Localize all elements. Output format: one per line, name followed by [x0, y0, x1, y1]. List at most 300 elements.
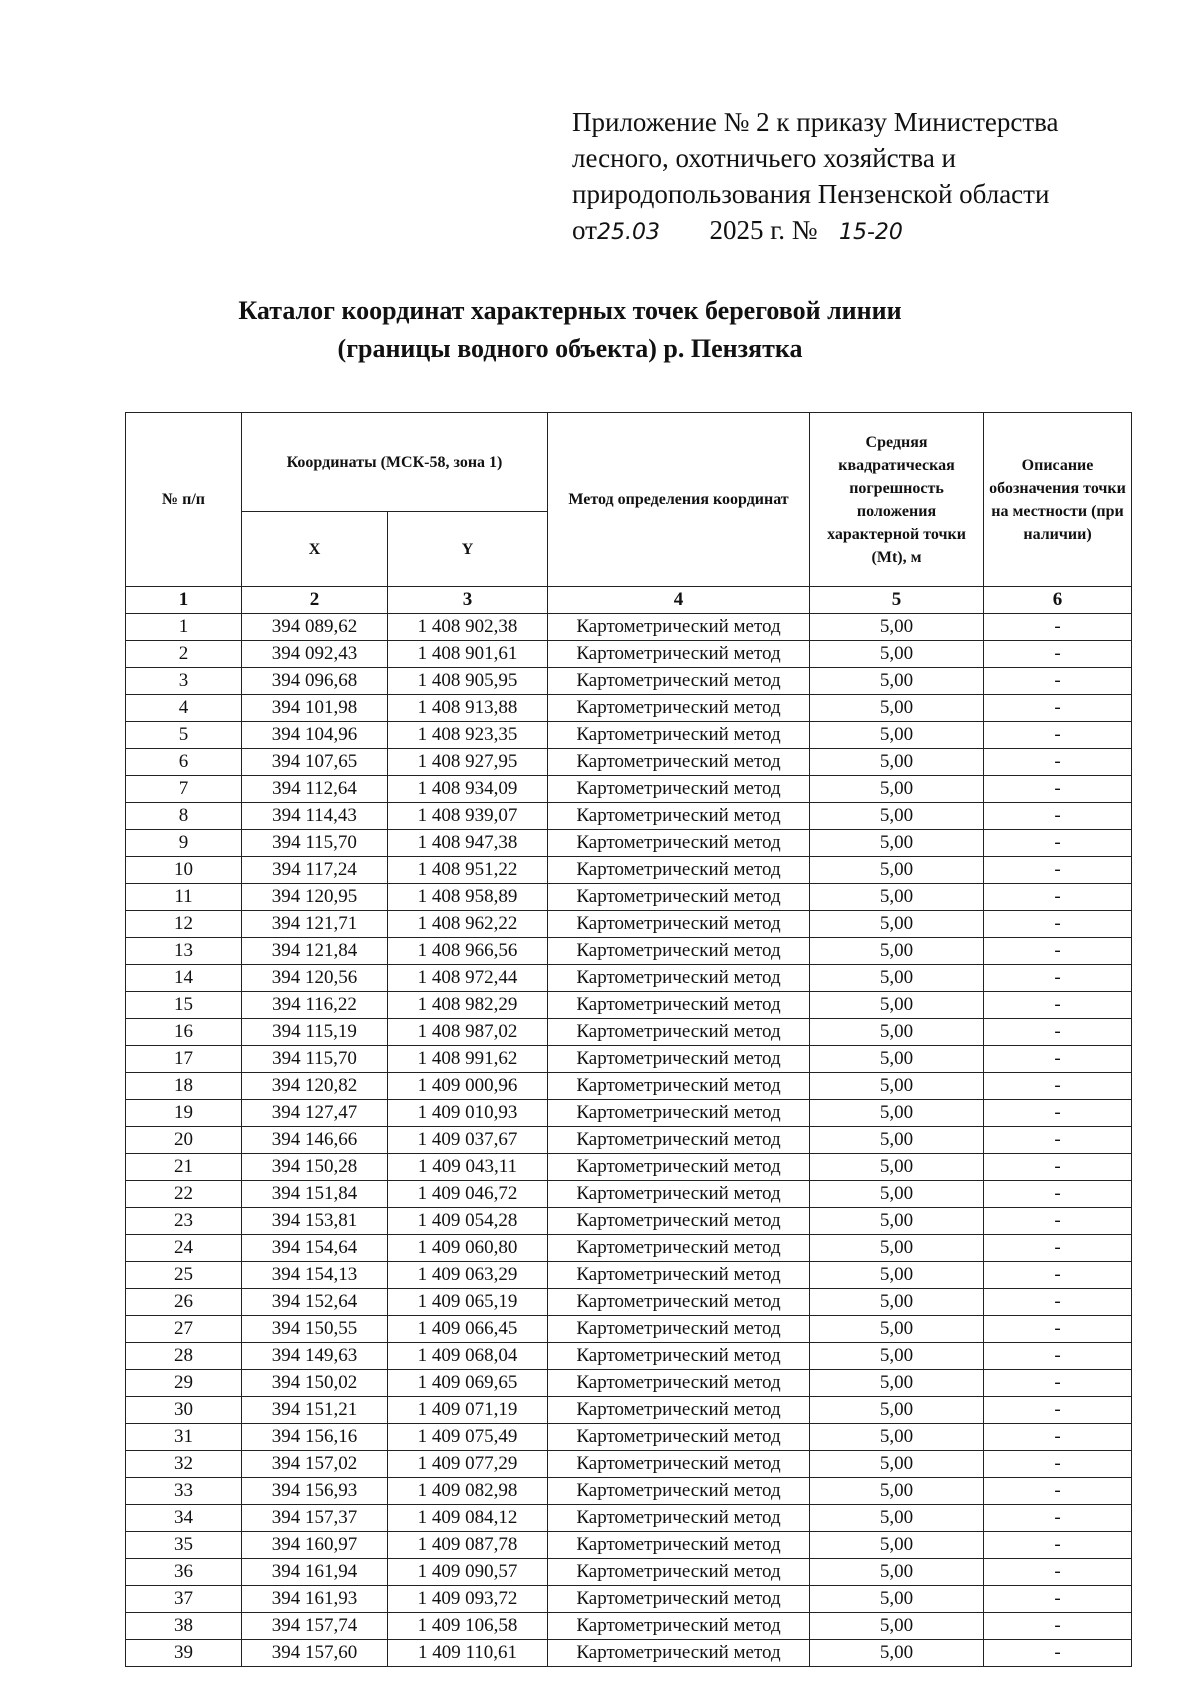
cell-x: 394 152,64	[242, 1289, 388, 1316]
cell-y: 1 409 037,67	[388, 1127, 548, 1154]
cell-error: 5,00	[810, 1559, 984, 1586]
cell-description: -	[984, 1262, 1132, 1289]
cell-description: -	[984, 1181, 1132, 1208]
cell-y: 1 409 106,58	[388, 1613, 548, 1640]
cell-y: 1 408 982,29	[388, 992, 548, 1019]
table-row	[126, 1424, 1132, 1451]
cell-description: -	[984, 1397, 1132, 1424]
cell-error: 5,00	[810, 1181, 984, 1208]
cell-error: 5,00	[810, 1505, 984, 1532]
cell-num: 21	[126, 1154, 242, 1181]
table-row	[126, 1127, 1132, 1154]
cell-x: 394 104,96	[242, 722, 388, 749]
table-row	[126, 965, 1132, 992]
document-title	[150, 292, 990, 368]
cell-y: 1 409 068,04	[388, 1343, 548, 1370]
cell-error: 5,00	[810, 965, 984, 992]
cell-x: 394 150,28	[242, 1154, 388, 1181]
cell-error: 5,00	[810, 803, 984, 830]
cell-y: 1 409 063,29	[388, 1262, 548, 1289]
cell-num: 2	[126, 641, 242, 668]
table-row	[126, 992, 1132, 1019]
cell-y: 1 409 082,98	[388, 1478, 548, 1505]
table-row	[126, 884, 1132, 911]
cell-y: 1 408 962,22	[388, 911, 548, 938]
cell-y: 1 409 075,49	[388, 1424, 548, 1451]
table-row	[126, 1154, 1132, 1181]
cell-method: Картометрический метод	[548, 803, 810, 830]
table-body	[126, 614, 1132, 1667]
cell-description: -	[984, 1451, 1132, 1478]
header-coordinates: Координаты (МСК-58, зона 1)	[242, 413, 548, 512]
cell-num: 36	[126, 1559, 242, 1586]
cell-x: 394 157,74	[242, 1613, 388, 1640]
cell-num: 15	[126, 992, 242, 1019]
year-number-label: 2025 г. №	[709, 215, 818, 245]
cell-x: 394 120,82	[242, 1073, 388, 1100]
cell-num: 4	[126, 695, 242, 722]
cell-x: 394 107,65	[242, 749, 388, 776]
cell-description: -	[984, 641, 1132, 668]
appendix-header	[572, 104, 1172, 251]
cell-error: 5,00	[810, 614, 984, 641]
cell-error: 5,00	[810, 1613, 984, 1640]
cell-method: Картометрический метод	[548, 614, 810, 641]
cell-y: 1 409 000,96	[388, 1073, 548, 1100]
cell-x: 394 157,02	[242, 1451, 388, 1478]
cell-x: 394 092,43	[242, 641, 388, 668]
cell-description: -	[984, 1127, 1132, 1154]
cell-description: -	[984, 1586, 1132, 1613]
cell-y: 1 408 987,02	[388, 1019, 548, 1046]
cell-x: 394 120,56	[242, 965, 388, 992]
cell-y: 1 409 093,72	[388, 1586, 548, 1613]
table-row	[126, 722, 1132, 749]
cell-error: 5,00	[810, 1262, 984, 1289]
cell-num: 35	[126, 1532, 242, 1559]
cell-x: 394 096,68	[242, 668, 388, 695]
cell-description: -	[984, 911, 1132, 938]
cell-num: 23	[126, 1208, 242, 1235]
cell-y: 1 408 905,95	[388, 668, 548, 695]
cell-method: Картометрический метод	[548, 1451, 810, 1478]
cell-description: -	[984, 1046, 1132, 1073]
cell-y: 1 408 923,35	[388, 722, 548, 749]
cell-description: -	[984, 965, 1132, 992]
cell-y: 1 409 087,78	[388, 1532, 548, 1559]
cell-num: 18	[126, 1073, 242, 1100]
cell-x: 394 116,22	[242, 992, 388, 1019]
cell-y: 1 409 071,19	[388, 1397, 548, 1424]
cell-x: 394 161,93	[242, 1586, 388, 1613]
column-numbers-row	[126, 587, 1132, 614]
table-row	[126, 1478, 1132, 1505]
cell-num: 20	[126, 1127, 242, 1154]
cell-x: 394 149,63	[242, 1343, 388, 1370]
from-label: от	[572, 215, 597, 245]
cell-method: Картометрический метод	[548, 938, 810, 965]
cell-x: 394 150,02	[242, 1370, 388, 1397]
cell-description: -	[984, 614, 1132, 641]
cell-error: 5,00	[810, 992, 984, 1019]
cell-description: -	[984, 1424, 1132, 1451]
cell-description: -	[984, 1505, 1132, 1532]
cell-method: Картометрический метод	[548, 749, 810, 776]
cell-method: Картометрический метод	[548, 1208, 810, 1235]
cell-x: 394 146,66	[242, 1127, 388, 1154]
cell-x: 394 153,81	[242, 1208, 388, 1235]
table-row	[126, 803, 1132, 830]
cell-method: Картометрический метод	[548, 1046, 810, 1073]
cell-x: 394 115,70	[242, 830, 388, 857]
cell-num: 22	[126, 1181, 242, 1208]
cell-x: 394 115,70	[242, 1046, 388, 1073]
cell-x: 394 120,95	[242, 884, 388, 911]
cell-method: Картометрический метод	[548, 830, 810, 857]
cell-method: Картометрический метод	[548, 1586, 810, 1613]
cell-error: 5,00	[810, 884, 984, 911]
cell-y: 1 409 110,61	[388, 1640, 548, 1667]
cell-method: Картометрический метод	[548, 641, 810, 668]
cell-y: 1 408 901,61	[388, 641, 548, 668]
cell-description: -	[984, 1208, 1132, 1235]
cell-error: 5,00	[810, 1586, 984, 1613]
cell-num: 38	[126, 1613, 242, 1640]
cell-num: 14	[126, 965, 242, 992]
table-row	[126, 1235, 1132, 1262]
cell-description: -	[984, 695, 1132, 722]
cell-x: 394 112,64	[242, 776, 388, 803]
cell-x: 394 150,55	[242, 1316, 388, 1343]
cell-method: Картометрический метод	[548, 884, 810, 911]
table-row	[126, 1208, 1132, 1235]
cell-description: -	[984, 938, 1132, 965]
cell-num: 30	[126, 1397, 242, 1424]
cell-y: 1 408 991,62	[388, 1046, 548, 1073]
cell-description: -	[984, 1019, 1132, 1046]
cell-num: 9	[126, 830, 242, 857]
column-number: 5	[810, 587, 984, 614]
cell-num: 24	[126, 1235, 242, 1262]
cell-y: 1 408 966,56	[388, 938, 548, 965]
cell-x: 394 154,13	[242, 1262, 388, 1289]
cell-x: 394 089,62	[242, 614, 388, 641]
cell-num: 17	[126, 1046, 242, 1073]
column-number: 3	[388, 587, 548, 614]
cell-num: 13	[126, 938, 242, 965]
cell-description: -	[984, 1370, 1132, 1397]
cell-method: Картометрический метод	[548, 965, 810, 992]
table-row	[126, 1532, 1132, 1559]
cell-description: -	[984, 1343, 1132, 1370]
cell-method: Картометрический метод	[548, 1478, 810, 1505]
cell-error: 5,00	[810, 1532, 984, 1559]
title-line-2: (границы водного объекта) р. Пензятка	[337, 334, 803, 363]
cell-num: 29	[126, 1370, 242, 1397]
cell-method: Картометрический метод	[548, 911, 810, 938]
table-row	[126, 1370, 1132, 1397]
table-row	[126, 1316, 1132, 1343]
cell-y: 1 408 958,89	[388, 884, 548, 911]
table-row	[126, 1343, 1132, 1370]
coordinates-table	[125, 412, 1132, 1667]
appendix-line-4	[572, 212, 1172, 251]
cell-error: 5,00	[810, 938, 984, 965]
cell-error: 5,00	[810, 1154, 984, 1181]
cell-error: 5,00	[810, 1289, 984, 1316]
table-row	[126, 614, 1132, 641]
table-row	[126, 1046, 1132, 1073]
cell-x: 394 156,16	[242, 1424, 388, 1451]
cell-y: 1 409 054,28	[388, 1208, 548, 1235]
cell-num: 27	[126, 1316, 242, 1343]
cell-description: -	[984, 1316, 1132, 1343]
header-num: № п/п	[126, 413, 242, 587]
table-row	[126, 1100, 1132, 1127]
cell-error: 5,00	[810, 1451, 984, 1478]
cell-y: 1 409 060,80	[388, 1235, 548, 1262]
cell-error: 5,00	[810, 749, 984, 776]
appendix-line-2: лесного, охотничьего хозяйства и	[572, 143, 956, 173]
cell-description: -	[984, 992, 1132, 1019]
cell-error: 5,00	[810, 722, 984, 749]
cell-num: 5	[126, 722, 242, 749]
cell-error: 5,00	[810, 1127, 984, 1154]
cell-y: 1 408 913,88	[388, 695, 548, 722]
cell-description: -	[984, 1559, 1132, 1586]
cell-method: Картометрический метод	[548, 1262, 810, 1289]
cell-error: 5,00	[810, 1073, 984, 1100]
cell-error: 5,00	[810, 1640, 984, 1667]
cell-num: 1	[126, 614, 242, 641]
table-row	[126, 1073, 1132, 1100]
cell-error: 5,00	[810, 1208, 984, 1235]
cell-error: 5,00	[810, 1343, 984, 1370]
cell-description: -	[984, 1478, 1132, 1505]
cell-num: 6	[126, 749, 242, 776]
column-number: 2	[242, 587, 388, 614]
cell-error: 5,00	[810, 776, 984, 803]
cell-error: 5,00	[810, 857, 984, 884]
table-row	[126, 1559, 1132, 1586]
cell-num: 8	[126, 803, 242, 830]
cell-error: 5,00	[810, 641, 984, 668]
cell-description: -	[984, 830, 1132, 857]
cell-y: 1 408 927,95	[388, 749, 548, 776]
cell-num: 33	[126, 1478, 242, 1505]
table-row	[126, 1289, 1132, 1316]
cell-method: Картометрический метод	[548, 1316, 810, 1343]
cell-x: 394 127,47	[242, 1100, 388, 1127]
cell-num: 26	[126, 1289, 242, 1316]
header-x: X	[242, 512, 388, 587]
table-row	[126, 749, 1132, 776]
cell-description: -	[984, 1613, 1132, 1640]
cell-method: Картометрический метод	[548, 722, 810, 749]
handwritten-date: 25.03	[596, 220, 660, 245]
cell-x: 394 101,98	[242, 695, 388, 722]
cell-num: 3	[126, 668, 242, 695]
cell-num: 32	[126, 1451, 242, 1478]
cell-method: Картометрический метод	[548, 1559, 810, 1586]
table-row	[126, 1451, 1132, 1478]
cell-description: -	[984, 722, 1132, 749]
cell-error: 5,00	[810, 1424, 984, 1451]
cell-method: Картометрический метод	[548, 992, 810, 1019]
cell-error: 5,00	[810, 1316, 984, 1343]
cell-y: 1 409 069,65	[388, 1370, 548, 1397]
cell-num: 34	[126, 1505, 242, 1532]
cell-method: Картометрический метод	[548, 1613, 810, 1640]
table-row	[126, 1586, 1132, 1613]
table-row	[126, 911, 1132, 938]
cell-method: Картометрический метод	[548, 695, 810, 722]
cell-description: -	[984, 1640, 1132, 1667]
cell-x: 394 115,19	[242, 1019, 388, 1046]
table-row	[126, 1397, 1132, 1424]
table-row	[126, 938, 1132, 965]
header-error: Средняя квадратическая погрешность положения характерной точки (Mt), м	[810, 413, 984, 587]
cell-description: -	[984, 803, 1132, 830]
cell-y: 1 409 084,12	[388, 1505, 548, 1532]
header-description: Описание обозначения точки на местности (при наличии)	[984, 413, 1132, 587]
table-row	[126, 1181, 1132, 1208]
cell-method: Картометрический метод	[548, 1532, 810, 1559]
cell-num: 7	[126, 776, 242, 803]
table-row	[126, 1505, 1132, 1532]
cell-x: 394 121,84	[242, 938, 388, 965]
cell-num: 12	[126, 911, 242, 938]
cell-num: 28	[126, 1343, 242, 1370]
cell-x: 394 114,43	[242, 803, 388, 830]
cell-y: 1 408 902,38	[388, 614, 548, 641]
cell-num: 19	[126, 1100, 242, 1127]
cell-x: 394 151,21	[242, 1397, 388, 1424]
cell-error: 5,00	[810, 668, 984, 695]
cell-description: -	[984, 749, 1132, 776]
handwritten-order-number: 15-20	[838, 220, 903, 245]
cell-y: 1 409 065,19	[388, 1289, 548, 1316]
cell-method: Картометрический метод	[548, 1397, 810, 1424]
cell-method: Картометрический метод	[548, 1100, 810, 1127]
cell-x: 394 117,24	[242, 857, 388, 884]
cell-x: 394 157,60	[242, 1640, 388, 1667]
cell-num: 16	[126, 1019, 242, 1046]
cell-method: Картометрический метод	[548, 668, 810, 695]
cell-method: Картометрический метод	[548, 1505, 810, 1532]
cell-y: 1 409 010,93	[388, 1100, 548, 1127]
cell-x: 394 151,84	[242, 1181, 388, 1208]
cell-method: Картометрический метод	[548, 1127, 810, 1154]
cell-description: -	[984, 1532, 1132, 1559]
cell-description: -	[984, 1073, 1132, 1100]
cell-y: 1 409 046,72	[388, 1181, 548, 1208]
header-method: Метод определения координат	[548, 413, 810, 587]
cell-description: -	[984, 776, 1132, 803]
cell-num: 31	[126, 1424, 242, 1451]
cell-x: 394 154,64	[242, 1235, 388, 1262]
cell-num: 10	[126, 857, 242, 884]
cell-description: -	[984, 1235, 1132, 1262]
column-number: 4	[548, 587, 810, 614]
cell-description: -	[984, 884, 1132, 911]
cell-x: 394 157,37	[242, 1505, 388, 1532]
table-row	[126, 776, 1132, 803]
cell-description: -	[984, 1289, 1132, 1316]
cell-method: Картометрический метод	[548, 1424, 810, 1451]
cell-y: 1 408 934,09	[388, 776, 548, 803]
cell-error: 5,00	[810, 1478, 984, 1505]
cell-num: 11	[126, 884, 242, 911]
appendix-line-1: Приложение № 2 к приказу Министерства	[572, 107, 1059, 137]
cell-error: 5,00	[810, 1397, 984, 1424]
table-row	[126, 1019, 1132, 1046]
column-number: 6	[984, 587, 1132, 614]
cell-method: Картометрический метод	[548, 1343, 810, 1370]
table-row	[126, 1613, 1132, 1640]
cell-method: Картометрический метод	[548, 1370, 810, 1397]
cell-description: -	[984, 1154, 1132, 1181]
table-row	[126, 1262, 1132, 1289]
table-row	[126, 1640, 1132, 1667]
cell-method: Картометрический метод	[548, 1073, 810, 1100]
cell-error: 5,00	[810, 1100, 984, 1127]
cell-y: 1 408 947,38	[388, 830, 548, 857]
cell-y: 1 409 077,29	[388, 1451, 548, 1478]
header-y: Y	[388, 512, 548, 587]
cell-error: 5,00	[810, 1370, 984, 1397]
cell-y: 1 409 043,11	[388, 1154, 548, 1181]
cell-y: 1 408 951,22	[388, 857, 548, 884]
cell-error: 5,00	[810, 1235, 984, 1262]
cell-error: 5,00	[810, 1019, 984, 1046]
cell-method: Картометрический метод	[548, 776, 810, 803]
cell-method: Картометрический метод	[548, 1640, 810, 1667]
cell-method: Картометрический метод	[548, 1154, 810, 1181]
cell-x: 394 161,94	[242, 1559, 388, 1586]
cell-method: Картометрический метод	[548, 1019, 810, 1046]
cell-x: 394 160,97	[242, 1532, 388, 1559]
cell-method: Картометрический метод	[548, 857, 810, 884]
cell-method: Картометрический метод	[548, 1235, 810, 1262]
appendix-line-3: природопользования Пензенской области	[572, 179, 1050, 209]
cell-error: 5,00	[810, 695, 984, 722]
cell-num: 37	[126, 1586, 242, 1613]
table-row	[126, 830, 1132, 857]
cell-method: Картометрический метод	[548, 1181, 810, 1208]
table-row	[126, 695, 1132, 722]
cell-error: 5,00	[810, 911, 984, 938]
cell-y: 1 409 090,57	[388, 1559, 548, 1586]
cell-error: 5,00	[810, 1046, 984, 1073]
cell-description: -	[984, 668, 1132, 695]
cell-x: 394 156,93	[242, 1478, 388, 1505]
cell-x: 394 121,71	[242, 911, 388, 938]
cell-y: 1 409 066,45	[388, 1316, 548, 1343]
cell-num: 25	[126, 1262, 242, 1289]
column-number: 1	[126, 587, 242, 614]
cell-y: 1 408 939,07	[388, 803, 548, 830]
table-row	[126, 668, 1132, 695]
cell-num: 39	[126, 1640, 242, 1667]
cell-method: Картометрический метод	[548, 1289, 810, 1316]
table-row	[126, 857, 1132, 884]
table-row	[126, 641, 1132, 668]
title-line-1: Каталог координат характерных точек береговой линии	[238, 296, 902, 325]
cell-description: -	[984, 857, 1132, 884]
cell-error: 5,00	[810, 830, 984, 857]
cell-description: -	[984, 1100, 1132, 1127]
